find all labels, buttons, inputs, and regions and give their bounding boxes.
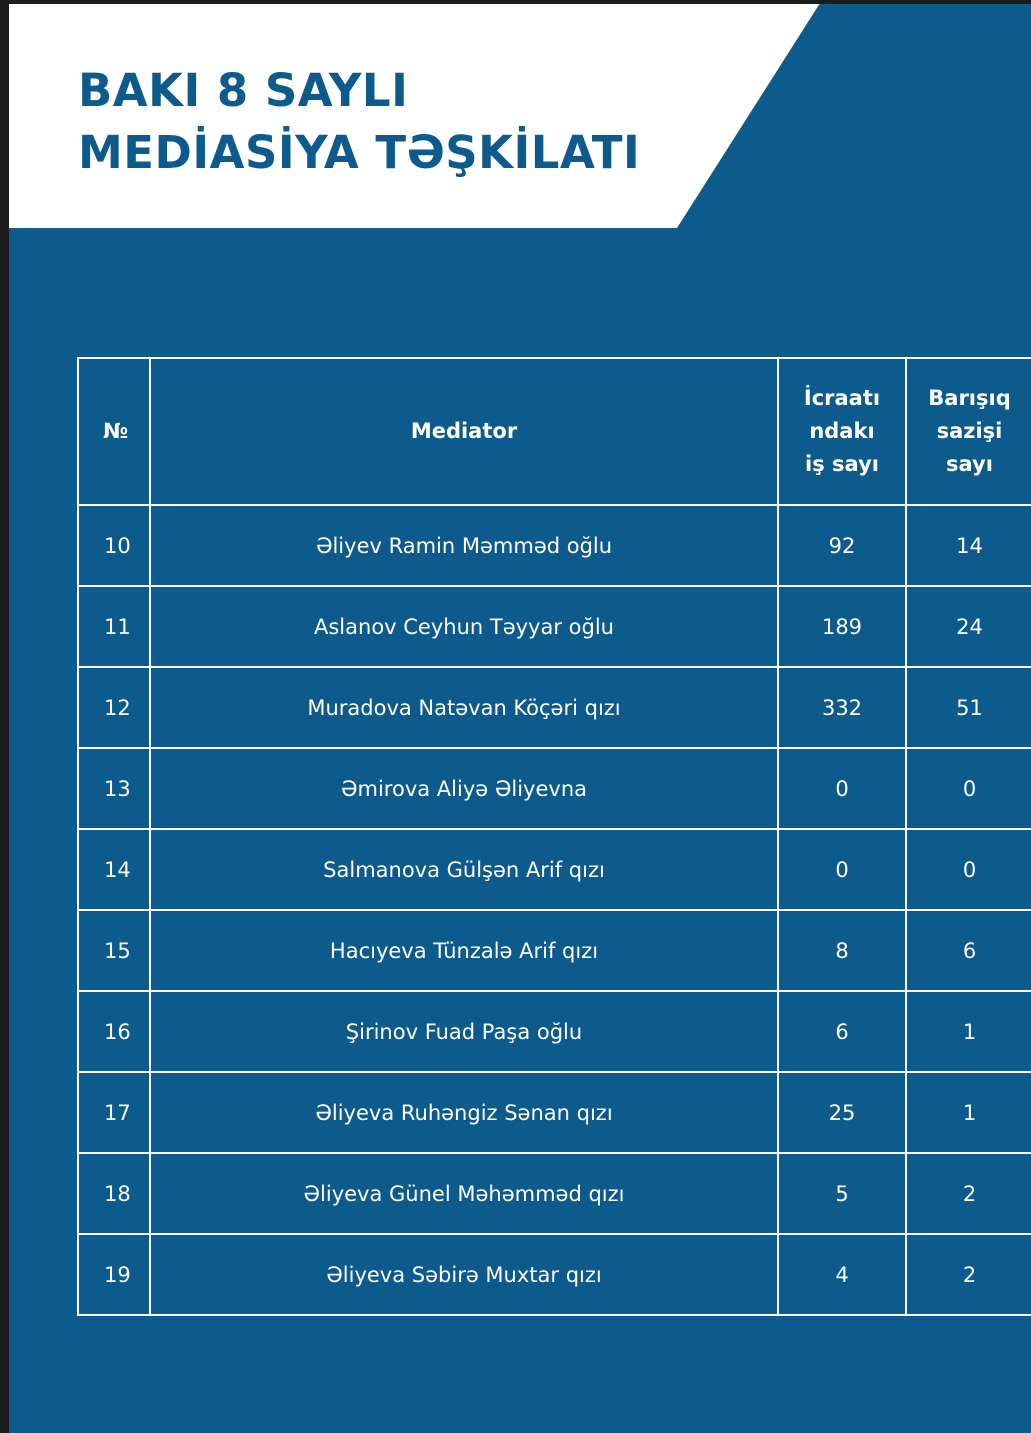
agreements-count: 1 (906, 1072, 1031, 1153)
page-title (78, 60, 640, 184)
agreements-count: 24 (906, 586, 1031, 667)
agreements-count: 0 (906, 748, 1031, 829)
cases-count: 6 (778, 991, 906, 1072)
mediator-name: Əmirova Aliyə Əliyevna (150, 748, 778, 829)
table-row (78, 505, 1031, 586)
row-number: 10 (78, 505, 150, 586)
row-number: 16 (78, 991, 150, 1072)
header-mediator: Mediator (150, 358, 778, 505)
mediator-name: Əliyev Ramin Məmməd oğlu (150, 505, 778, 586)
table-row (78, 586, 1031, 667)
mediator-name: Muradova Natəvan Köçəri qızı (150, 667, 778, 748)
header-agreements-line-2: sazişi (936, 419, 1003, 443)
agreements-count: 14 (906, 505, 1031, 586)
cases-count: 25 (778, 1072, 906, 1153)
cases-count: 0 (778, 748, 906, 829)
cases-count: 0 (778, 829, 906, 910)
table-row (78, 748, 1031, 829)
cases-count: 8 (778, 910, 906, 991)
title-line-1: BAKI 8 SAYLI (78, 64, 409, 117)
header-cases-line-2: ndakı (809, 419, 875, 443)
row-number: 17 (78, 1072, 150, 1153)
table-row (78, 991, 1031, 1072)
table-row (78, 1153, 1031, 1234)
cases-count: 5 (778, 1153, 906, 1234)
cases-count: 92 (778, 505, 906, 586)
mediator-name: Əliyeva Ruhəngiz Sənan qızı (150, 1072, 778, 1153)
header-agreements (906, 358, 1031, 505)
table-row (78, 1234, 1031, 1315)
header-cases (778, 358, 906, 505)
row-number: 14 (78, 829, 150, 910)
header-number: № (78, 358, 150, 505)
mediator-name: Əliyeva Səbirə Muxtar qızı (150, 1234, 778, 1315)
row-number: 19 (78, 1234, 150, 1315)
mediator-name: Əliyeva Günel Məhəmməd qızı (150, 1153, 778, 1234)
header-cases-line-1: İcraatı (803, 386, 881, 410)
left-frame-edge (0, 0, 9, 1433)
agreements-count: 0 (906, 829, 1031, 910)
row-number: 13 (78, 748, 150, 829)
cases-count: 4 (778, 1234, 906, 1315)
row-number: 11 (78, 586, 150, 667)
row-number: 15 (78, 910, 150, 991)
top-frame-edge (0, 0, 1031, 4)
mediator-name: Salmanova Gülşən Arif qızı (150, 829, 778, 910)
table-row (78, 667, 1031, 748)
mediator-name: Şirinov Fuad Paşa oğlu (150, 991, 778, 1072)
mediator-name: Hacıyeva Tünzalə Arif qızı (150, 910, 778, 991)
header-agreements-line-3: sayı (946, 452, 993, 476)
agreements-count: 51 (906, 667, 1031, 748)
header-agreements-line-1: Barışıq (928, 386, 1011, 410)
title-line-2: MEDİASİYA TƏŞKİLATI (78, 126, 641, 179)
mediator-name: Aslanov Ceyhun Təyyar oğlu (150, 586, 778, 667)
agreements-count: 2 (906, 1234, 1031, 1315)
row-number: 18 (78, 1153, 150, 1234)
mediator-table (77, 357, 1031, 1316)
table-row (78, 1072, 1031, 1153)
header-banner (0, 0, 1031, 232)
table-row (78, 910, 1031, 991)
agreements-count: 1 (906, 991, 1031, 1072)
cases-count: 332 (778, 667, 906, 748)
agreements-count: 6 (906, 910, 1031, 991)
table-row (78, 829, 1031, 910)
cases-count: 189 (778, 586, 906, 667)
row-number: 12 (78, 667, 150, 748)
agreements-count: 2 (906, 1153, 1031, 1234)
table-header-row (78, 358, 1031, 505)
header-cases-line-3: iş sayı (805, 452, 879, 476)
